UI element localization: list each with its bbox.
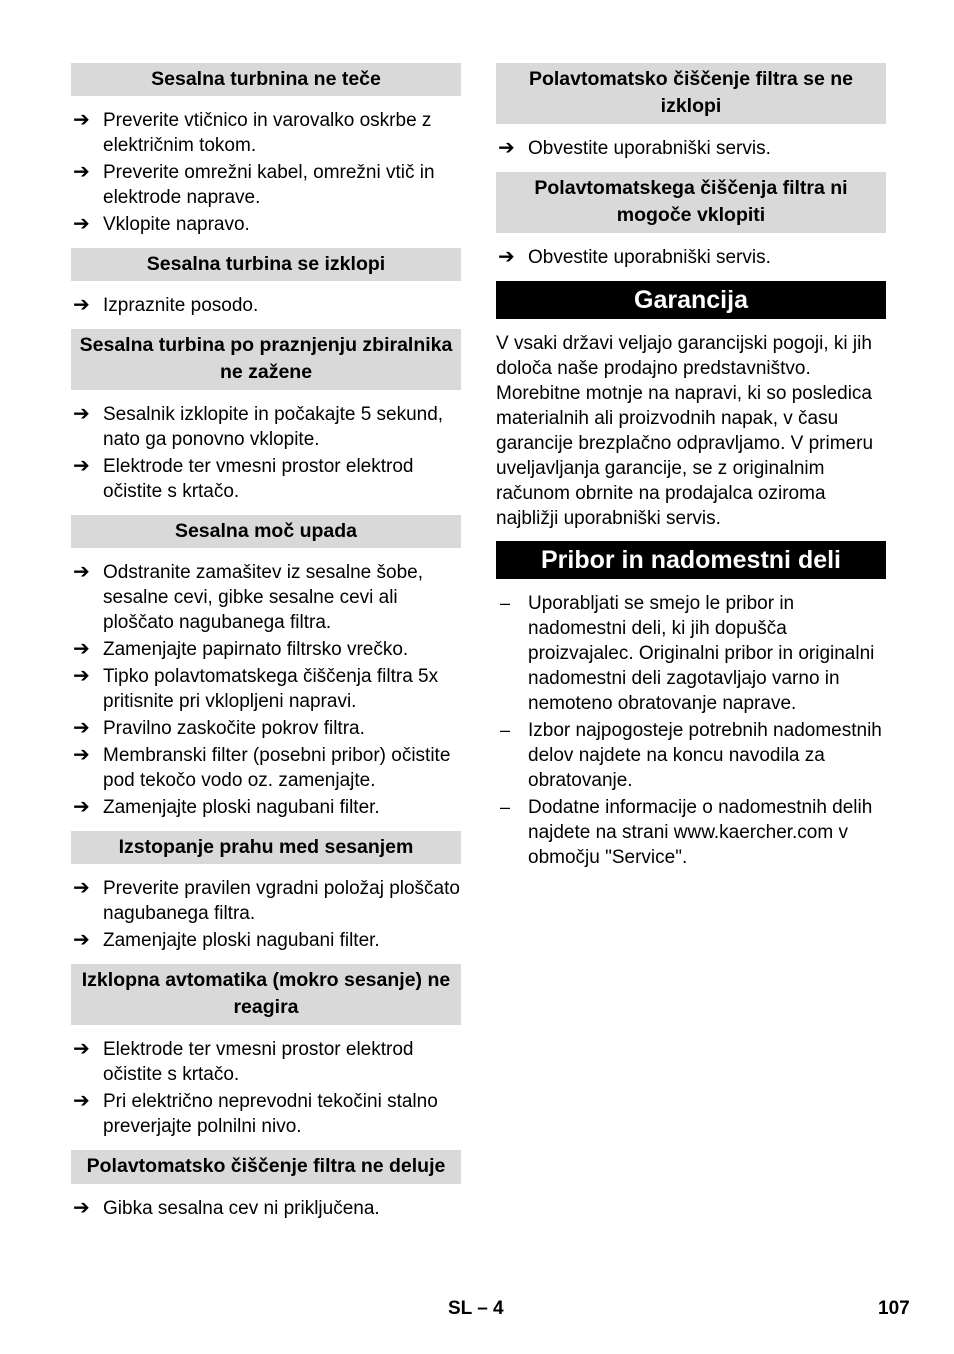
right-column xyxy=(496,63,886,881)
arrow-icon: ➔ xyxy=(73,213,90,235)
section-heading: Sesalna turbina po praznjenju zbiralnika ne zažene xyxy=(71,329,461,390)
list-item: ➔ Zamenjajte papirnato filtrsko vrečko. xyxy=(73,638,409,660)
section-heading: Polavtomatsko čiščenje filtra ne deluje xyxy=(71,1150,461,1184)
arrow-icon: ➔ xyxy=(73,638,90,660)
list-item: ➔ Obvestite uporabniški servis. xyxy=(498,137,771,159)
item-list xyxy=(71,560,461,820)
list-item: – Uporabljati se smejo le pribor in nadomestni deli, ki jih dopušča proizvajalec. Originalni pribor in originalni nadomestni deli zagotavljajo varno in nemoteno obratovanje naprave. xyxy=(500,593,875,714)
list-item: ➔ Zamenjajte ploski nagubani filter. xyxy=(73,929,380,951)
item-list xyxy=(496,245,886,270)
list-item: ➔ Elektrode ter vmesni prostor elektrod očistite s krtačo. xyxy=(73,1038,414,1085)
arrow-icon: ➔ xyxy=(73,1197,90,1219)
list-item: ➔ Membranski filter (posebni pribor) očistite pod tekočo vodo oz. zamenjajte. xyxy=(73,744,451,791)
section-heading: Polavtomatsko čiščenje filtra se ne izklopi xyxy=(496,63,886,124)
list-item: ➔ Tipko polavtomatskega čiščenja filtra 5x pritisnite pri vklopljeni napravi. xyxy=(73,665,439,712)
arrow-icon: ➔ xyxy=(73,109,90,131)
list-item: ➔ Gibka sesalna cev ni priključena. xyxy=(73,1197,380,1219)
footer-language-page: SL – 4 xyxy=(448,1298,504,1319)
list-item: ➔ Sesalnik izklopite in počakajte 5 sekund, nato ga ponovno vklopite. xyxy=(73,403,444,450)
list-item: ➔ Preverite omrežni kabel, omrežni vtič in elektrode naprave. xyxy=(73,161,435,208)
arrow-icon: ➔ xyxy=(73,1038,90,1060)
left-column xyxy=(71,63,461,1232)
arrow-icon: ➔ xyxy=(73,403,90,425)
item-list xyxy=(71,293,461,318)
arrow-icon: ➔ xyxy=(73,796,90,818)
arrow-icon: ➔ xyxy=(73,929,90,951)
item-list xyxy=(71,402,461,504)
pribor-list xyxy=(496,591,886,870)
item-list xyxy=(71,1196,461,1221)
item-list xyxy=(71,1037,461,1139)
list-item: ➔ Preverite vtičnico in varovalko oskrbe z električnim tokom. xyxy=(73,109,432,156)
arrow-icon: ➔ xyxy=(73,717,90,739)
list-item: ➔ Pri električno neprevodni tekočini stalno preverjajte polnilni nivo. xyxy=(73,1090,438,1137)
arrow-icon: ➔ xyxy=(73,744,90,766)
arrow-icon: ➔ xyxy=(73,161,90,183)
arrow-icon: ➔ xyxy=(73,1090,90,1112)
list-item: ➔ Odstranite zamašitev iz sesalne šobe, sesalne cevi, gibke sesalne cevi ali ploščato nagubanega filtra. xyxy=(73,561,423,633)
arrow-icon: ➔ xyxy=(73,877,90,899)
list-item: – Izbor najpogosteje potrebnih nadomestnih delov najdete na koncu navodila za obratovanje. xyxy=(500,720,882,791)
arrow-icon: ➔ xyxy=(73,561,90,583)
list-item: ➔ Vklopite napravo. xyxy=(73,213,250,235)
list-item: ➔ Izpraznite posodo. xyxy=(73,294,259,316)
list-item: ➔ Elektrode ter vmesni prostor elektrod očistite s krtačo. xyxy=(73,455,414,502)
list-item: ➔ Preverite pravilen vgradni položaj ploščato nagubanega filtra. xyxy=(73,877,460,924)
footer-page-number: 107 xyxy=(878,1298,910,1319)
garancija-text: V vsaki državi veljajo garancijski pogoji, ki jih določa naše prodajno predstavništvo. Morebitne motnje na napravi, ki so posledica materialnih ali proizvodnih napak, v času garancije brezplačno odpravljamo. V primeru uveljavljanja garancije, se z originalnim računom obrnite na prodajalca oziroma najbližji uporabniški servis. xyxy=(496,333,874,529)
item-list xyxy=(496,136,886,161)
section-heading: Sesalna moč upada xyxy=(71,515,461,548)
arrow-icon: ➔ xyxy=(73,665,90,687)
list-item: ➔ Zamenjajte ploski nagubani filter. xyxy=(73,796,380,818)
section-heading: Izstopanje prahu med sesanjem xyxy=(71,831,461,864)
section-heading: Sesalna turbina se izklopi xyxy=(71,248,461,281)
section-heading: Polavtomatskega čiščenja filtra ni mogoče vklopiti xyxy=(496,172,886,233)
dash-icon: – xyxy=(500,593,511,613)
list-item: ➔ Pravilno zaskočite pokrov filtra. xyxy=(73,717,365,739)
arrow-icon: ➔ xyxy=(73,455,90,477)
garancija-heading: Garancija xyxy=(496,281,886,319)
list-item: – Dodatne informacije o nadomestnih delih najdete na strani www.kaercher.com v območju "Service". xyxy=(500,797,873,868)
section-heading: Sesalna turbnina ne teče xyxy=(71,63,461,96)
item-list xyxy=(71,108,461,237)
dash-icon: – xyxy=(500,797,511,817)
pribor-heading: Pribor in nadomestni deli xyxy=(496,541,886,579)
section-heading: Izklopna avtomatika (mokro sesanje) ne reagira xyxy=(71,964,461,1025)
arrow-icon: ➔ xyxy=(498,137,515,159)
arrow-icon: ➔ xyxy=(73,294,90,316)
dash-icon: – xyxy=(500,720,511,740)
arrow-icon: ➔ xyxy=(498,246,515,268)
list-item: ➔ Obvestite uporabniški servis. xyxy=(498,246,771,268)
item-list xyxy=(71,876,461,953)
